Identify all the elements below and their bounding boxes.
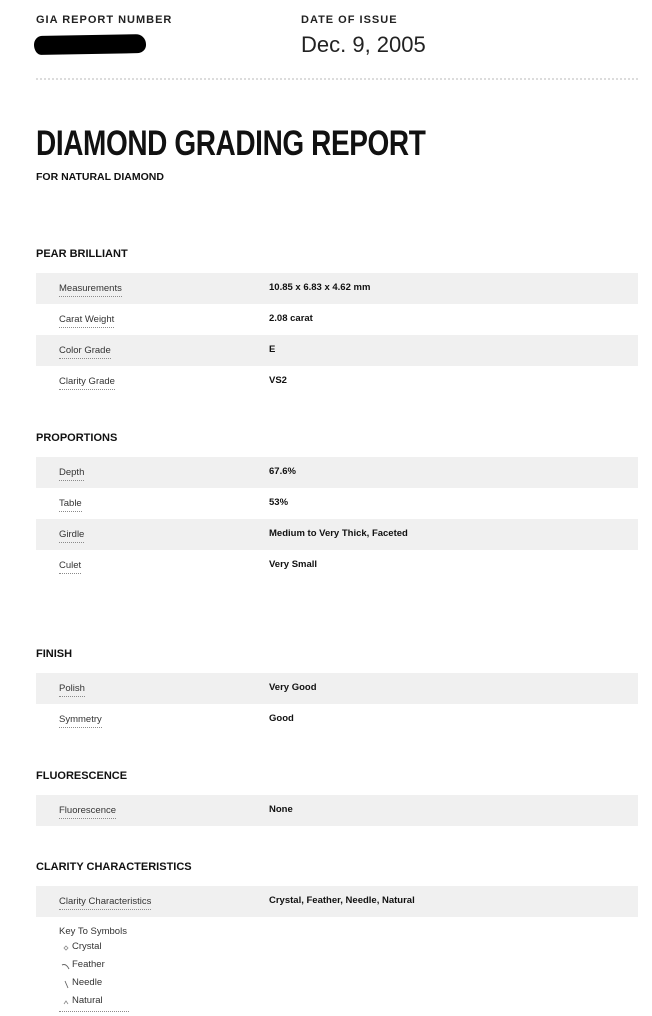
row-value: Crystal, Feather, Needle, Natural <box>269 895 415 906</box>
report-subtitle: FOR NATURAL DIAMOND <box>36 171 164 183</box>
natural-icon <box>61 996 71 1008</box>
row-value: 67.6% <box>269 466 296 477</box>
table-row <box>36 519 638 550</box>
key-to-symbols <box>59 926 209 1012</box>
row-label[interactable]: Depth <box>59 467 84 481</box>
key-item-label: Natural <box>72 995 103 1006</box>
key-item-label: Feather <box>72 959 105 970</box>
row-label[interactable]: Girdle <box>59 529 84 543</box>
table-row <box>36 457 638 488</box>
row-value: 10.85 x 6.83 x 4.62 mm <box>269 282 371 293</box>
row-value: 2.08 carat <box>269 313 313 324</box>
row-value: Very Small <box>269 559 318 570</box>
table-row <box>36 673 638 704</box>
row-label[interactable]: Polish <box>59 683 85 697</box>
row-value: None <box>269 804 293 815</box>
row-label[interactable]: Culet <box>59 560 81 574</box>
crystal-icon <box>61 942 71 954</box>
needle-icon <box>61 978 71 990</box>
key-item-label: Crystal <box>72 941 102 952</box>
date-of-issue-label: DATE OF ISSUE <box>301 14 398 26</box>
report-number-label: GIA REPORT NUMBER <box>36 14 173 26</box>
section-heading-finish: FINISH <box>36 648 73 660</box>
feather-icon <box>61 960 71 972</box>
section-heading-fluorescence: FLUORESCENCE <box>36 770 128 782</box>
key-item-crystal <box>59 941 209 959</box>
key-item-label: Needle <box>72 977 103 988</box>
table-row <box>36 366 638 397</box>
row-value: E <box>269 344 276 355</box>
row-label[interactable]: Symmetry <box>59 714 102 728</box>
table-row <box>36 550 638 581</box>
date-of-issue-value: Dec. 9, 2005 <box>301 32 426 57</box>
row-label[interactable]: Clarity Grade <box>59 376 115 390</box>
header-divider <box>36 78 638 80</box>
table-row <box>36 273 638 304</box>
report-title: DIAMOND GRADING REPORT <box>36 124 426 163</box>
row-value: VS2 <box>269 375 287 386</box>
key-item-natural <box>59 995 209 1013</box>
row-label[interactable]: Carat Weight <box>59 314 114 328</box>
table-row <box>36 704 638 735</box>
row-label[interactable]: Color Grade <box>59 345 111 359</box>
key-item-feather <box>59 959 209 977</box>
section-heading-shape: PEAR BRILLIANT <box>36 248 128 260</box>
row-label[interactable]: Table <box>59 498 82 512</box>
table-row <box>36 795 638 826</box>
key-item-needle <box>59 977 209 995</box>
section-heading-clarity: CLARITY CHARACTERISTICS <box>36 861 192 873</box>
section-heading-proportions: PROPORTIONS <box>36 432 118 444</box>
row-label[interactable]: Clarity Characteristics <box>59 896 151 910</box>
row-label[interactable]: Measurements <box>59 283 122 297</box>
table-row <box>36 304 638 335</box>
row-value: 53% <box>269 497 289 508</box>
table-row <box>36 886 638 917</box>
table-row <box>36 488 638 519</box>
redacted-report-number <box>34 34 146 55</box>
key-title: Key To Symbols <box>59 926 127 937</box>
row-value: Good <box>269 713 294 724</box>
row-value: Very Good <box>269 682 317 693</box>
row-value: Medium to Very Thick, Faceted <box>269 528 408 539</box>
table-row <box>36 335 638 366</box>
row-label[interactable]: Fluorescence <box>59 805 116 819</box>
